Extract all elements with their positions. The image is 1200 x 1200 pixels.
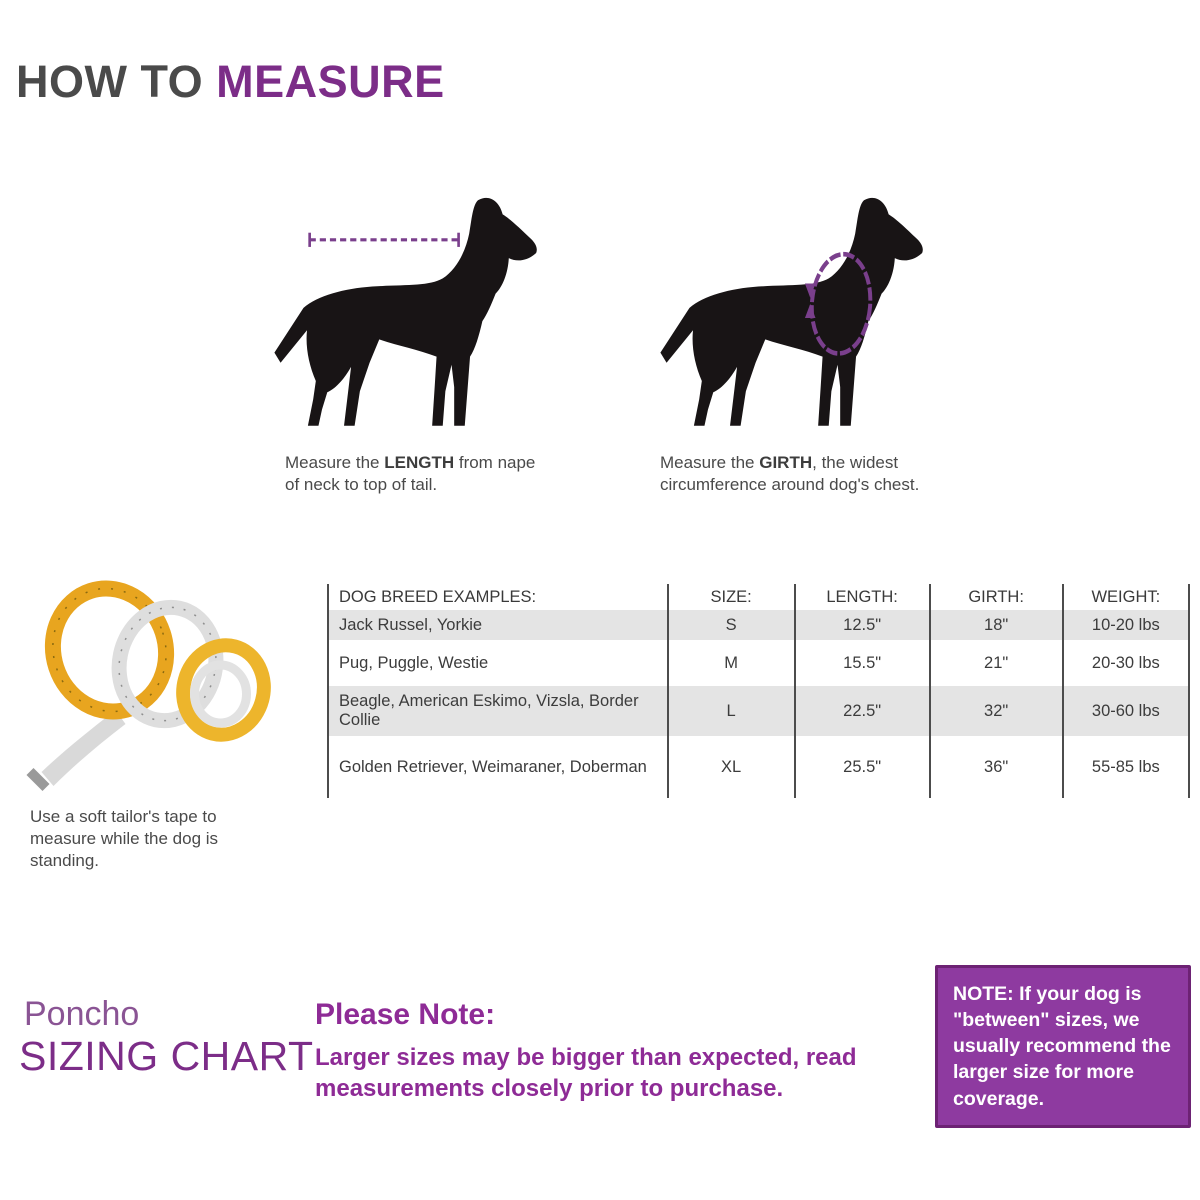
table-cell-girth: 18" bbox=[929, 610, 1062, 640]
product-name: Poncho bbox=[24, 995, 140, 1033]
table-cell-breeds: Pug, Puggle, Westie bbox=[339, 653, 489, 672]
table-cell-length: 25.5" bbox=[794, 736, 929, 798]
col-header-length: LENGTH: bbox=[794, 584, 929, 610]
col-header-weight: WEIGHT: bbox=[1062, 584, 1188, 610]
table-cell-weight: 20-30 lbs bbox=[1062, 640, 1188, 686]
please-note-title: Please Note: bbox=[315, 998, 496, 1031]
length-caption-pre: Measure the bbox=[285, 453, 385, 472]
length-caption-bold: LENGTH bbox=[384, 453, 455, 472]
table-cell-length: 22.5" bbox=[794, 686, 929, 736]
sizing-table bbox=[327, 584, 1190, 798]
measuring-tape-icon bbox=[25, 572, 290, 802]
table-cell-breeds: Golden Retriever, Weimaraner, Doberman bbox=[339, 757, 647, 776]
girth-caption bbox=[660, 452, 940, 496]
table-cell-length: 15.5" bbox=[794, 640, 929, 686]
page-title bbox=[16, 56, 445, 108]
table-cell-size: S bbox=[667, 610, 794, 640]
page-title-bold: MEASURE bbox=[216, 56, 445, 107]
col-header-girth: GIRTH: bbox=[929, 584, 1062, 610]
between-sizes-note-box bbox=[935, 965, 1191, 1128]
page-title-light: HOW TO bbox=[16, 56, 204, 107]
table-cell-girth: 21" bbox=[929, 640, 1062, 686]
col-header-breeds: DOG BREED EXAMPLES: bbox=[339, 587, 537, 606]
length-caption-post: from nape of neck to top of tail. bbox=[285, 453, 536, 495]
table-cell-size: XL bbox=[667, 736, 794, 798]
dog-silhouette bbox=[274, 198, 536, 426]
table-cell-weight: 10-20 lbs bbox=[1062, 610, 1188, 640]
table-cell-length: 12.5" bbox=[794, 610, 929, 640]
table-cell-breeds: Jack Russel, Yorkie bbox=[329, 610, 667, 640]
dog-girth-illustration bbox=[656, 188, 938, 442]
tape-caption: Use a soft tailor's tape to measure while the dog is standing. bbox=[30, 807, 219, 871]
col-header-size: SIZE: bbox=[667, 584, 794, 610]
table-cell-size: M bbox=[667, 640, 794, 686]
please-note-body: Larger sizes may be bigger than expected, read measurements closely prior to purchase. bbox=[315, 1044, 857, 1103]
girth-caption-pre: Measure the bbox=[660, 453, 760, 472]
dog-silhouette bbox=[660, 198, 922, 426]
table-cell-girth: 32" bbox=[929, 686, 1062, 736]
length-measure-line bbox=[310, 233, 459, 247]
page-title-space bbox=[203, 56, 216, 107]
length-caption bbox=[285, 452, 540, 496]
table-cell-weight: 55-85 lbs bbox=[1062, 736, 1188, 798]
table-cell-girth: 36" bbox=[929, 736, 1062, 798]
chart-label: SIZING CHART bbox=[19, 1033, 314, 1079]
table-cell-breeds: Beagle, American Eskimo, Vizsla, Border Collie bbox=[329, 686, 667, 736]
girth-caption-bold: GIRTH bbox=[759, 453, 813, 472]
girth-caption-post: , the widest circumference around dog's chest. bbox=[660, 453, 920, 495]
dog-length-illustration bbox=[270, 188, 552, 442]
between-sizes-note-text: NOTE: If your dog is "between" sizes, we usually recommend the larger size for more coverage. bbox=[953, 983, 1171, 1110]
table-cell-weight: 30-60 lbs bbox=[1062, 686, 1188, 736]
table-cell-size: L bbox=[667, 686, 794, 736]
